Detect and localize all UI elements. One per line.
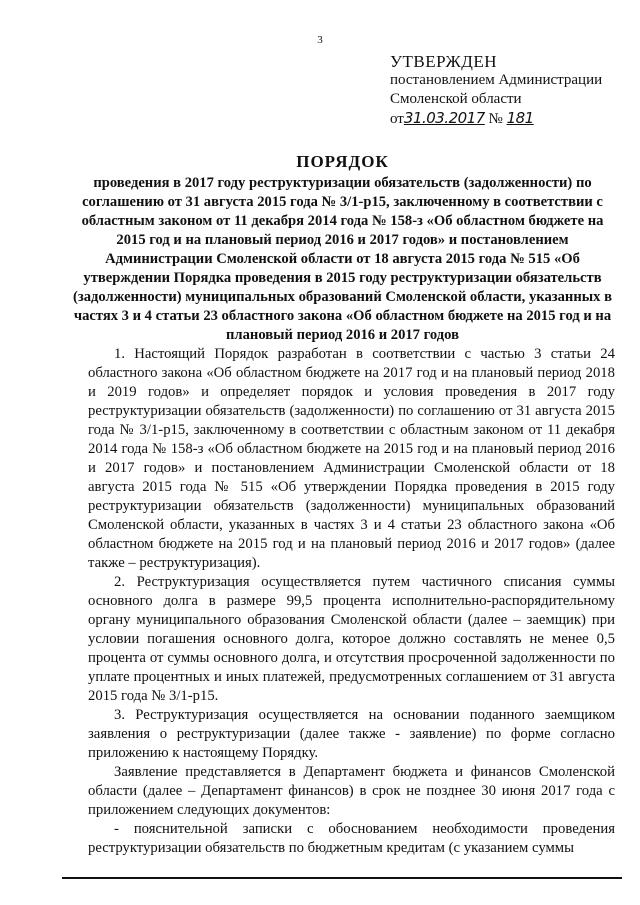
paragraph-3: 3. Реструктуризация осуществляется на основании поданного заемщиком заявления о реструктуризации (далее также - заявление) по форме согласно приложению к настоящему Порядку. (88, 707, 615, 761)
approval-date-handwritten: 31.03.2017 (403, 109, 485, 127)
document-title: ПОРЯДОК (296, 152, 389, 171)
approval-line-2: Смоленской области (390, 91, 522, 107)
bottom-rule (62, 877, 622, 879)
paragraph-4: Заявление представляется в Департамент бюджета и финансов Смоленской области (далее – Департамент финансов) в срок не позднее 30 июня 2017 года с приложением следующих документов: (88, 764, 615, 818)
approval-number-handwritten: 181 (506, 109, 534, 127)
paragraph-5: - пояснительной записки с обоснованием необходимости проведения реструктуризации обязательств по бюджетным кредитам (с указанием суммы (88, 821, 615, 856)
approval-from-prefix: от (390, 111, 404, 127)
document-title-block (70, 152, 615, 345)
approval-block (390, 52, 620, 129)
approval-heading: УТВЕРЖДЕН (390, 52, 497, 71)
page-number: 3 (317, 34, 323, 46)
approval-date-line (390, 109, 620, 129)
paragraph-2: 2. Реструктуризация осуществляется путем частичного списания суммы основного долга в размере 99,5 процента исполнительно-распорядительному органу муниципального образования Смоленской области (далее – заемщик) при условии погашения основного долга, которое должно составлять не менее 0,5 процента от суммы основного долга, и отсутствия просроченной задолженности по уплате процентных и иных платежей, предусмотренных соглашением от 31 августа 2015 года № 3/1-р15. (88, 574, 615, 704)
approval-number-prefix: № (488, 111, 503, 127)
approval-line-1: постановлением Администрации (390, 72, 603, 88)
paragraph-1: 1. Настоящий Порядок разработан в соответствии с частью 3 статьи 24 областного закона «Об областном бюджете на 2017 год и на плановый период 2018 и 2019 годов» и определяет порядок и условия проведения в 2017 году реструктуризации обязательств (задолженности) по соглашению от 31 августа 2015 года № 3/1-р15, заключенному в соответствии с областным законом от 11 декабря 2014 года № 158-з «Об областном бюджете на 2015 год и на плановый период 2016 и 2017 годов» и постановлением Администрации Смоленской области от 18 августа 2015 года № 515 «Об утверждении Порядка проведения в 2015 году реструктуризации обязательств (задолженности) муниципальных образований Смоленской области, указанных в частях 3 и 4 статьи 23 областного закона «Об областном бюджете на 2015 год и на плановый период 2016 и 2017 годов» (далее также – реструктуризация). (88, 346, 615, 571)
document-subtitle: проведения в 2017 году реструктуризации обязательств (задолженности) по соглашению от 31 августа 2015 года № 3/1-р15, заключенному в соответствии с областным законом от 11 декабря 2014 года № 158-з «Об областном бюджете на 2015 год и на плановый период 2016 и 2017 годов» и постановлением Администрации Смоленской области от 18 августа 2015 года № 515 «Об утверждении Порядка проведения в 2015 году реструктуризации обязательств (задолженности) муниципальных образований Смоленской области, указанных в частях 3 и 4 статьи 23 областного закона «Об областном бюджете на 2015 год и на плановый период 2016 и 2017 годов (73, 175, 612, 343)
document-body (88, 345, 615, 858)
